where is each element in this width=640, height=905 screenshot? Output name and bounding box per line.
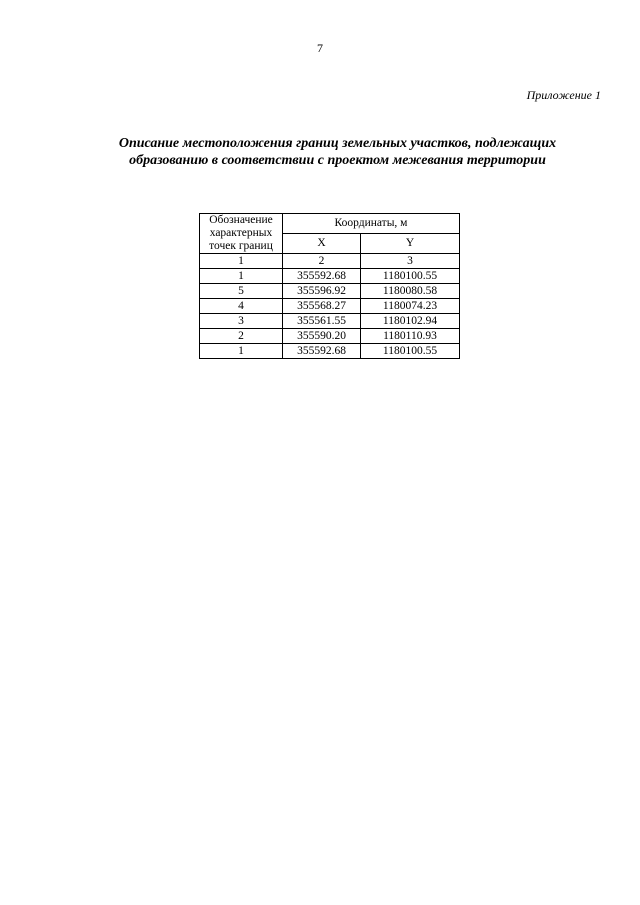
x-cell: 355590.20 — [283, 329, 361, 344]
header-point-designation — [200, 214, 283, 254]
coordinates-table — [199, 213, 460, 359]
column-number-cell: 2 — [283, 254, 361, 269]
table-row — [200, 314, 460, 329]
title-line-1: Описание местоположения границ земельных участков, подлежащих — [118, 136, 557, 151]
y-cell: 1180110.93 — [361, 329, 460, 344]
point-cell: 5 — [200, 284, 283, 299]
title-line-2: образованию в соответствии с проектом межевания территории — [129, 153, 546, 168]
column-number-cell: 1 — [200, 254, 283, 269]
x-cell: 355592.68 — [283, 269, 361, 284]
x-cell: 355596.92 — [283, 284, 361, 299]
x-cell: 355592.68 — [283, 344, 361, 359]
point-cell: 1 — [200, 269, 283, 284]
y-cell: 1180100.55 — [361, 344, 460, 359]
point-cell: 4 — [200, 299, 283, 314]
column-number-cell: 3 — [361, 254, 460, 269]
header-point-line: Обозначение — [209, 214, 273, 226]
header-x: X — [283, 234, 361, 254]
table-row — [200, 299, 460, 314]
y-cell: 1180074.23 — [361, 299, 460, 314]
table-row — [200, 344, 460, 359]
header-coordinates: Координаты, м — [283, 214, 460, 234]
page-number: 7 — [317, 41, 323, 55]
point-cell: 1 — [200, 344, 283, 359]
document-title — [60, 135, 615, 169]
x-cell: 355561.55 — [283, 314, 361, 329]
header-point-line: точек границ — [209, 240, 273, 252]
header-point-line: характерных — [209, 227, 273, 239]
table-row — [200, 329, 460, 344]
table-row — [200, 284, 460, 299]
y-cell: 1180102.94 — [361, 314, 460, 329]
y-cell: 1180080.58 — [361, 284, 460, 299]
appendix-label: Приложение 1 — [526, 88, 601, 102]
y-cell: 1180100.55 — [361, 269, 460, 284]
column-number-row — [200, 254, 460, 269]
point-cell: 2 — [200, 329, 283, 344]
point-cell: 3 — [200, 314, 283, 329]
table-header-row — [200, 214, 460, 234]
header-y: Y — [361, 234, 460, 254]
table-row — [200, 269, 460, 284]
x-cell: 355568.27 — [283, 299, 361, 314]
